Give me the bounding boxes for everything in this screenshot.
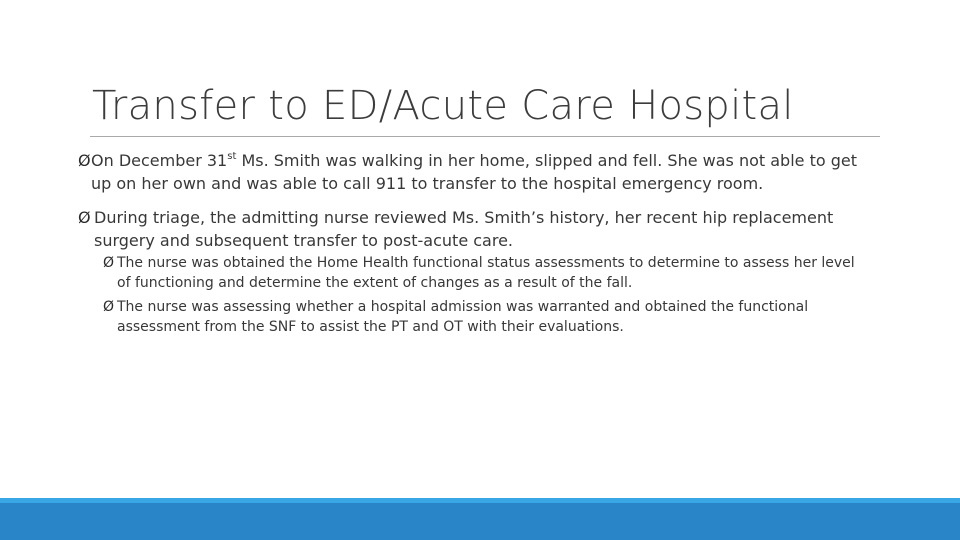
bullet-item-1	[78, 149, 878, 195]
bullet-text: During triage, the admitting nurse reviewed Ms. Smith’s history, her recent hip replacement surgery and subsequent transfer to post-acute care.	[94, 208, 834, 250]
bullet-superscript: st	[227, 150, 237, 162]
bullet-text-lead: On December 31	[91, 151, 228, 170]
arrow-bullet-icon: Ø	[78, 208, 91, 227]
bullet-text	[78, 149, 878, 195]
bullet-text-tail: Ms. Smith was walking in her home, slipped and fell. She was not able to get up on her own and was able to call 911 to transfer to the hospital emergency room.	[91, 151, 857, 193]
sub-bullet-text: The nurse was obtained the Home Health functional status assessments to determine to assess her level of functioning and determine the extent of changes as a result of the fall.	[117, 255, 855, 291]
footer-band	[0, 503, 960, 540]
arrow-bullet-icon: Ø	[78, 151, 91, 170]
sub-bullet-item-1	[103, 253, 863, 293]
sub-bullet-item-2	[103, 297, 863, 337]
bullet-item-2	[78, 206, 878, 252]
sub-bullet-text: The nurse was assessing whether a hospital admission was warranted and obtained the functional assessment from the SNF to assist the PT and OT with their evaluations.	[117, 299, 809, 335]
arrow-bullet-icon: Ø	[103, 299, 115, 315]
title-divider	[90, 136, 880, 137]
slide-title: Transfer to ED/Acute Care Hospital	[92, 83, 794, 129]
arrow-bullet-icon: Ø	[103, 255, 115, 271]
